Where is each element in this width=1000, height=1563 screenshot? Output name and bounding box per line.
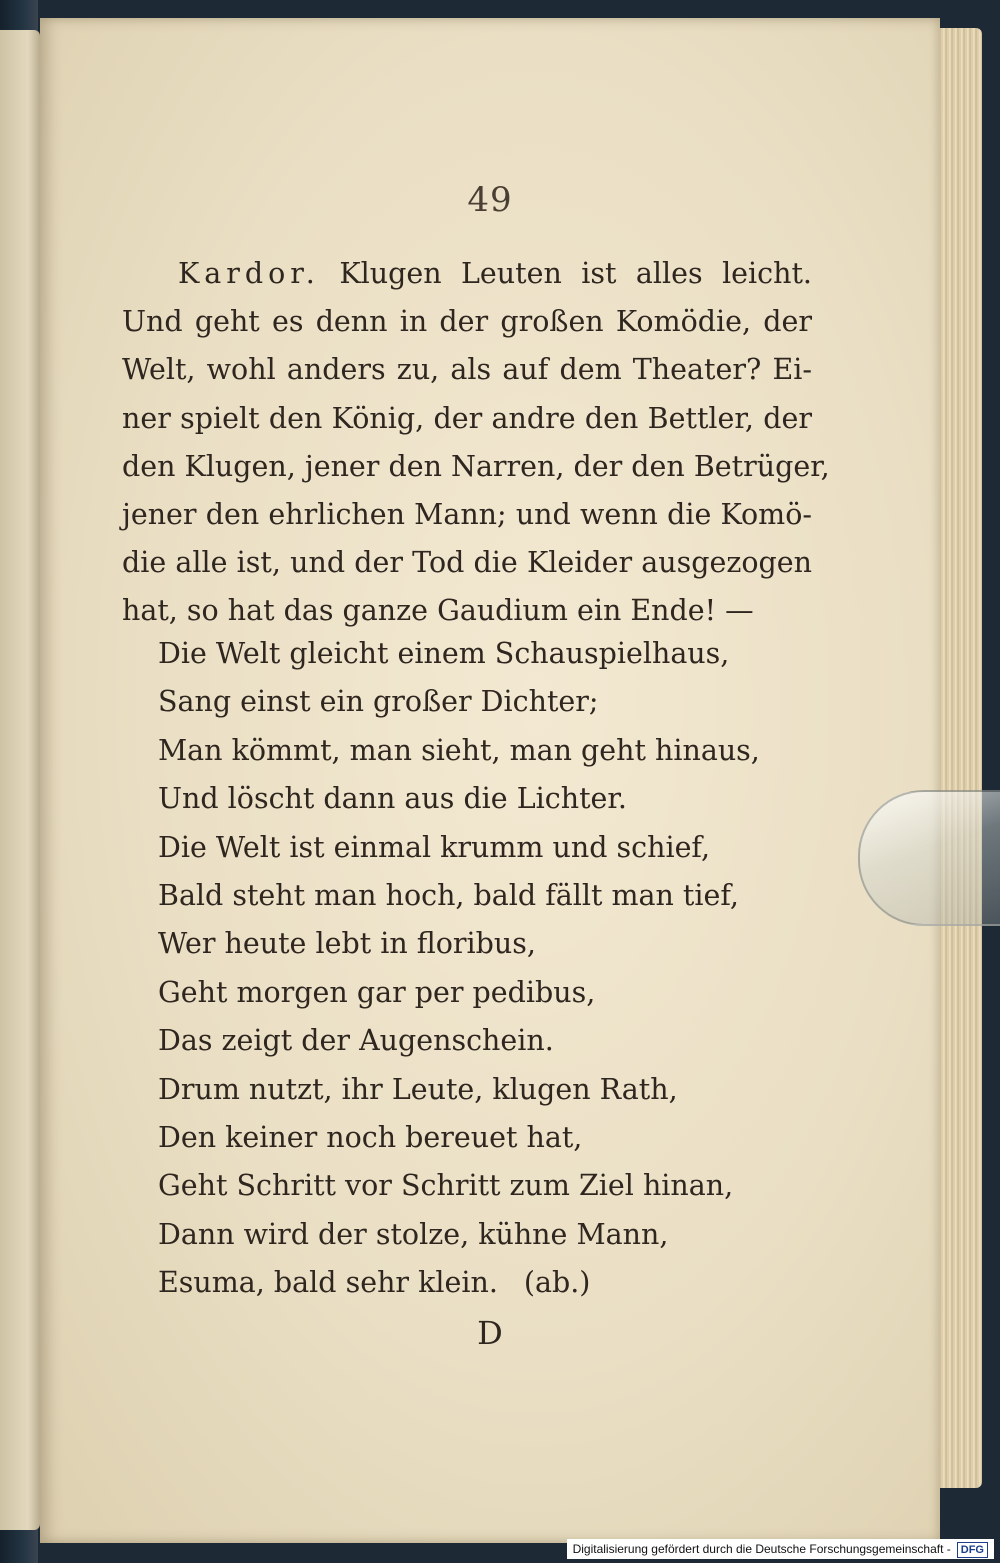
verse-line: Bald steht man hoch, bald fällt man tief, <box>158 878 739 912</box>
footer-credit <box>567 1539 994 1559</box>
verse-line: Drum nutzt, ihr Leute, klugen Rath, <box>158 1072 678 1106</box>
speech-text: Klugen Leuten ist alles leicht. <box>339 257 812 290</box>
verse-line: Das zeigt der Augenschein. <box>158 1024 554 1058</box>
page-number: 49 <box>467 180 513 220</box>
stage-direction: (ab.) <box>523 1266 591 1300</box>
verse-line: Und löscht dann aus die Lichter. <box>158 782 627 816</box>
previous-page-edge <box>0 30 40 1530</box>
dfg-logo: DFG <box>957 1542 988 1558</box>
verse-line: Geht morgen gar per pedibus, <box>158 975 596 1009</box>
prose-line: den Klugen, jener den Narren, der den Betrüger, <box>122 449 830 483</box>
prose-line: hat, so hat das ganze Gaudium ein Ende! — <box>122 594 754 628</box>
prose-line: Welt, wohl anders zu, als auf dem Theater? Ei- <box>122 353 812 387</box>
verse-line: Dann wird der stolze, kühne Mann, <box>158 1217 669 1251</box>
book-page <box>40 18 940 1543</box>
prose-line <box>122 250 812 298</box>
verse-line: Den keiner noch bereuet hat, <box>158 1120 583 1154</box>
verse-block <box>158 630 798 1307</box>
prose-line: jener den ehrlichen Mann; und wenn die Komö- <box>122 497 812 531</box>
page-holder-clip <box>858 790 1000 926</box>
prose-line: Und geht es denn in der großen Komödie, der <box>122 305 812 339</box>
verse-line: Sang einst ein großer Dichter; <box>158 685 599 719</box>
signature-mark: D <box>477 1314 503 1352</box>
verse-text: Esuma, bald sehr klein. <box>158 1266 498 1300</box>
prose-block <box>122 250 830 636</box>
verse-line: Die Welt ist einmal krumm und schief, <box>158 830 711 864</box>
verse-line: Geht Schritt vor Schritt zum Ziel hinan, <box>158 1169 734 1203</box>
prose-line: die alle ist, und der Tod die Kleider ausgezogen <box>122 546 812 580</box>
speaker-name: Kardor. <box>178 257 320 290</box>
verse-line: Die Welt gleicht einem Schauspielhaus, <box>158 637 730 670</box>
verse-line-last <box>158 1259 798 1307</box>
footer-text: Digitalisierung gefördert durch die Deutsche Forschungsgemeinschaft - <box>572 1542 951 1556</box>
prose-line: ner spielt den König, der andre den Bettler, der <box>122 401 812 435</box>
verse-line: Man kömmt, man sieht, man geht hinaus, <box>158 733 760 767</box>
verse-line: Wer heute lebt in floribus, <box>158 927 536 961</box>
